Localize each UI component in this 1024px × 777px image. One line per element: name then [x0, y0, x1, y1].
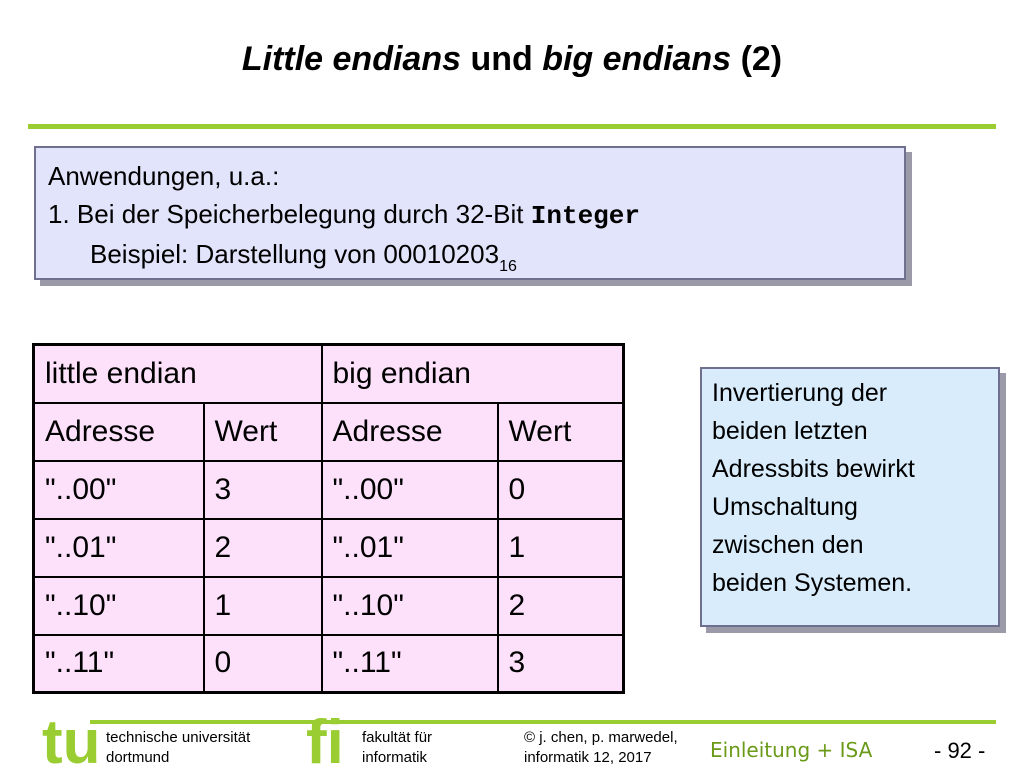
- applications-item-1-text: 1. Bei der Speicherbelegung durch 32-Bit: [48, 199, 531, 229]
- note-line: Invertierung der: [712, 379, 888, 407]
- tu-logo: tu: [42, 708, 101, 777]
- page-number: - 92 -: [934, 738, 986, 763]
- faculty-line-2: informatik: [362, 749, 428, 766]
- applications-box: [34, 146, 906, 280]
- title-suffix: (2): [731, 40, 783, 78]
- table-cell: "..01": [322, 519, 498, 577]
- table-cell: 3: [498, 635, 624, 693]
- table-cell: 2: [498, 577, 624, 635]
- university-line-2: dortmund: [106, 749, 170, 766]
- table-row: [34, 461, 624, 519]
- table-cell: "..00": [34, 461, 204, 519]
- applications-item-1: [48, 196, 640, 234]
- table-cell: "..10": [34, 577, 204, 635]
- faculty-line-1: fakultät für: [362, 729, 433, 746]
- university-name: [106, 728, 250, 768]
- copyright-line-1: © j. chen, p. marwedel,: [524, 729, 678, 746]
- endian-table: [32, 343, 625, 694]
- table-row: [34, 635, 624, 693]
- integer-code: Integer: [530, 201, 640, 231]
- slide-title: [0, 40, 1024, 79]
- university-line-1: technische universität: [106, 729, 251, 746]
- note-line: beiden letzten: [712, 417, 868, 445]
- big-endian-header: big endian: [322, 345, 624, 403]
- table-cell: 0: [498, 461, 624, 519]
- note-line: Umschaltung: [712, 493, 858, 521]
- copyright-line-2: informatik 12, 2017: [524, 749, 652, 766]
- little-endian-header: little endian: [34, 345, 322, 403]
- note-box: [700, 367, 1000, 627]
- table-cell: "..11": [322, 635, 498, 693]
- table-column-header-row: [34, 403, 624, 461]
- table-cell: "..10": [322, 577, 498, 635]
- column-header-address: Adresse: [322, 403, 498, 461]
- table-cell: 1: [498, 519, 624, 577]
- table-row: [34, 577, 624, 635]
- table-cell: 1: [204, 577, 322, 635]
- note-line: Adressbits bewirkt: [712, 455, 915, 483]
- table-group-header-row: [34, 345, 624, 403]
- note-line: beiden Systemen.: [712, 569, 913, 597]
- table-cell: 2: [204, 519, 322, 577]
- copyright: [524, 728, 678, 768]
- faculty-name: [362, 728, 432, 768]
- column-header-value: Wert: [498, 403, 624, 461]
- title-big-endians: big endians: [542, 40, 732, 78]
- table-cell: "..11": [34, 635, 204, 693]
- applications-example-text: Beispiel: Darstellung von 00010203: [90, 239, 500, 269]
- footer-divider: [90, 720, 996, 724]
- base-subscript: 16: [499, 258, 517, 275]
- table-row: [34, 519, 624, 577]
- table-cell: "..01": [34, 519, 204, 577]
- section-topic: Einleitung + ISA: [710, 738, 873, 762]
- note-line: zwischen den: [712, 531, 864, 559]
- fi-logo: fi: [306, 708, 344, 777]
- column-header-value: Wert: [204, 403, 322, 461]
- column-header-address: Adresse: [34, 403, 204, 461]
- title-little-endians: Little endians: [241, 40, 461, 78]
- title-connector: und: [461, 40, 543, 78]
- title-divider: [28, 124, 996, 129]
- table-cell: "..00": [322, 461, 498, 519]
- applications-heading: Anwendungen, u.a.:: [48, 161, 280, 191]
- table-cell: 0: [204, 635, 322, 693]
- table-cell: 3: [204, 461, 322, 519]
- applications-example: [90, 236, 517, 277]
